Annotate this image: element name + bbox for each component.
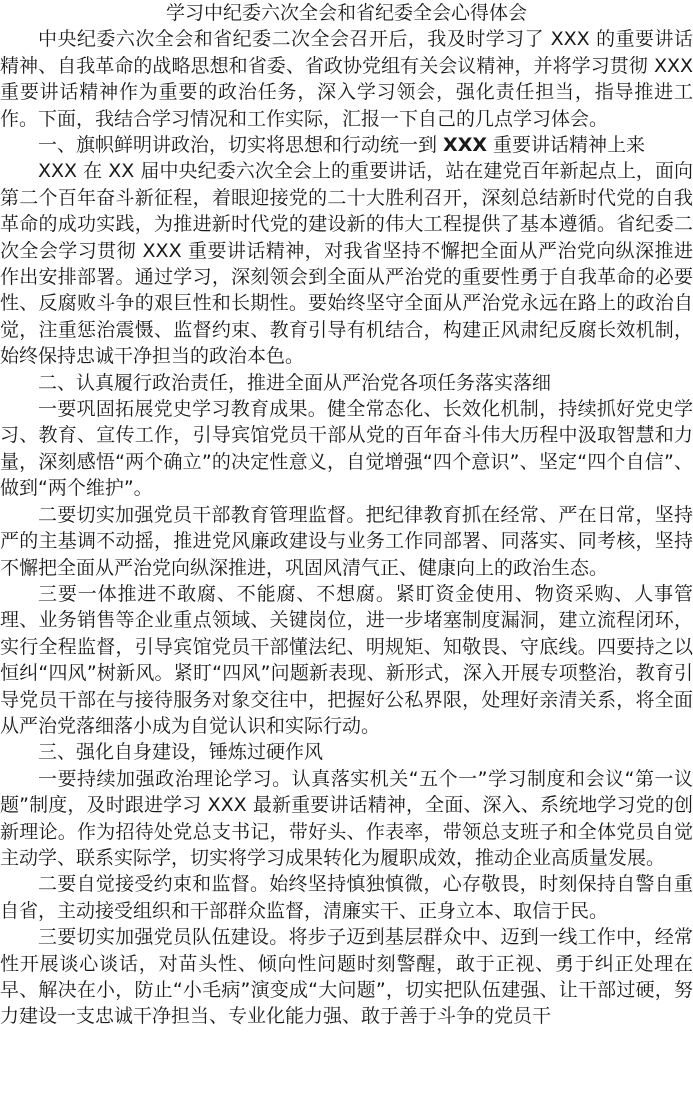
section-1-body: XXX 在 XX 届中央纪委六次全会上的重要讲话，站在建党百年新起点上，面向第二个百年奋斗新征程，着眼迎接党的二十大胜利召开，深刻总结新时代党的自我革命的成功实践，为推进新时代党的建设新的伟大工程提供了基本遵循。省纪委二次全会学习贯彻 XXX 重要讲话精神，对我省坚持不懈把全面从严治党向纵深推进作出安排部署。通过学习，深刻领会到全面从严治党的重要性勇于自我革命的必要性、反腐败斗争的艰巨性和长期性。要始终坚守全面从严治党永远在路上的政治自觉，注重惩治震慑、监督约束、教育引导有机结合，构建正风肃纪反腐长效机制，始终保持忠诚干净担当的政治本色。 [0, 160, 693, 368]
section-1-heading-bold: XXX [443, 134, 487, 157]
section-3-paragraph-1: 一要持续加强政治理论学习。认真落实机关“五个一”学习制度和会议“第一议题”制度，及时跟进学习 XXX 最新重要讲话精神，全面、深入、系统地学习党的创新理论。作为招待处党总支书记，带好头、作表率，带领总支班子和全体党员自觉主动学、联系实际学，切实将学习成果转化为履职成效，推动企业高质量发展。 [0, 767, 693, 869]
section-3-heading: 三、强化自身建设，锤炼过硬作风 [38, 741, 324, 764]
section-1-heading [0, 132, 693, 158]
document-title: 学习中纪委六次全会和省纪委全会心得体会 [165, 2, 527, 24]
section-1-heading-text: 一、旗帜鲜明讲政治，切实将思想和行动统一到 [38, 134, 444, 157]
section-2-paragraph-3: 三要一体推进不敢腐、不能腐、不想腐。紧盯资金使用、物资采购、人事管理、业务销售等企业重点领域、关键岗位，进一步堵塞制度漏洞，建立流程闭环，实行全程监督，引导宾馆党员干部懂法纪、明规矩、知敬畏、守底线。四要持之以恒纠“四风”树新风。紧盯“四风”问题新表现、新形式，深入开展专项整治，教育引导党员干部在与接待服务对象交往中，把握好公私界限，处理好亲清关系，将全面从严治党落细落小成为自觉认识和实际行动。 [0, 582, 693, 737]
section-2-heading: 二、认真履行政治责任，推进全面从严治党各项任务落实落细 [38, 371, 552, 394]
section-2-paragraph-1: 一要巩固拓展党史学习教育成果。健全常态化、长效化机制，持续抓好党史学习、教育、宣传工作，引导宾馆党员干部从党的百年奋斗伟大历程中汲取智慧和力量，深刻感悟“两个确立”的决定性意义，自觉增强“四个意识”、坚定“四个自信”、做到“两个维护”。 [0, 398, 693, 500]
intro-paragraph: 中央纪委六次全会和省纪委二次全会召开后，我及时学习了 XXX 的重要讲话精神、自我革命的战略思想和省委、省政协党组有关会议精神，并将学习贯彻 XXX 重要讲话精神作为重要的政治任务，深入学习领会，强化责任担当，指导推进工作。下面，我结合学习情况和工作实际，汇报一下自己的几点学习体会。 [0, 28, 693, 130]
section-3-paragraph-3: 三要切实加强党员队伍建设。将步子迈到基层群众中、迈到一线工作中，经常性开展谈心谈话，对苗头性、倾向性问题时刻警醒，敢于正视、勇于纠正处理在早、解决在小，防止“小毛病”演变成“大问题”，切实把队伍建强、让干部过硬，努力建设一支忠诚干净担当、专业化能力强、敢于善于斗争的党员干 [0, 926, 693, 1028]
section-1-heading-tail: 重要讲话精神上来 [487, 134, 646, 157]
section-2-paragraph-2: 二要切实加强党员干部教育管理监督。把纪律教育抓在经常、严在日常，坚持严的主基调不动摇，推进党风廉政建设与业务工作同部署、同落实、同考核，坚持不懈把全面从严治党向纵深推进，巩固风清气正、健康向上的政治生态。 [0, 503, 693, 579]
section-3-paragraph-2: 二要自觉接受约束和监督。始终坚持慎独慎微，心存敬畏，时刻保持自警自重自省，主动接受组织和干部群众监督，清廉实干、正身立本、取信于民。 [0, 873, 693, 922]
